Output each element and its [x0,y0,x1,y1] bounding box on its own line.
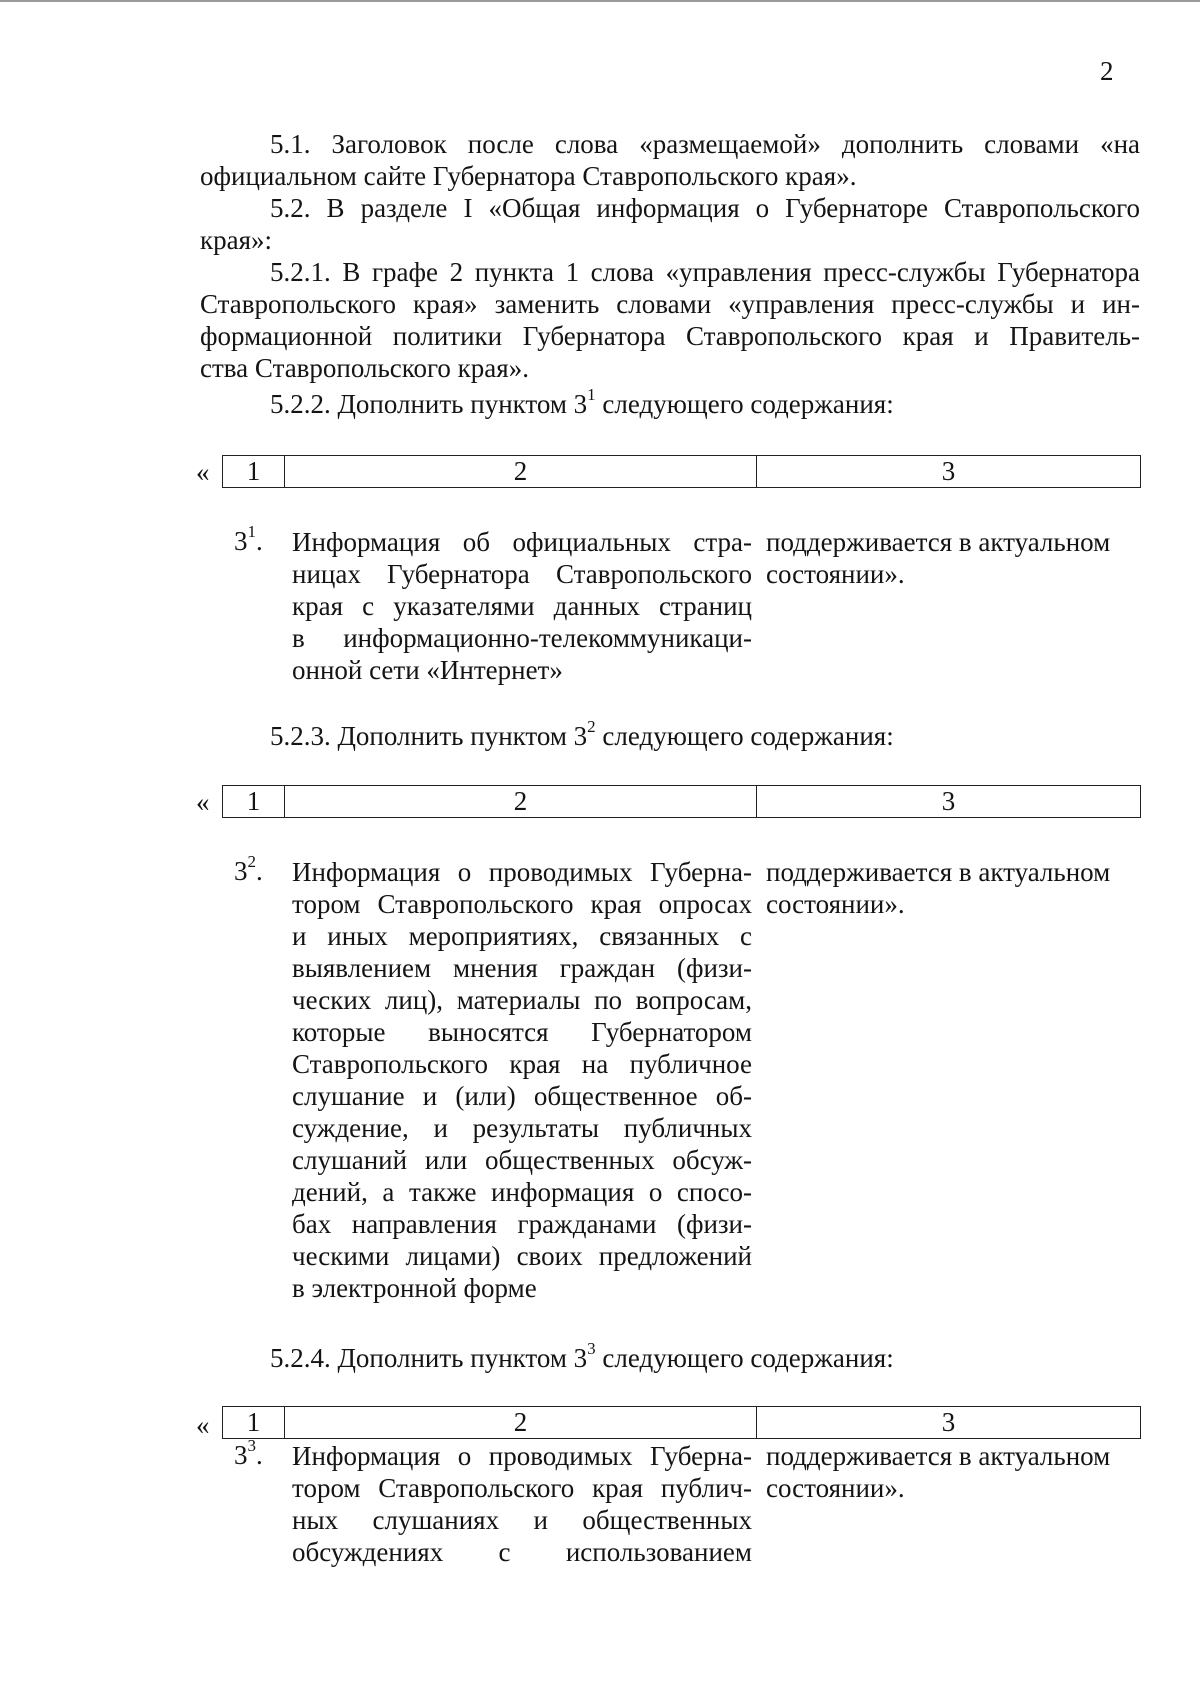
item-3-3-desc-line: тором Ставропольского края публич- [292,1473,752,1503]
page-top-border [0,0,1200,2]
item-3-1-num: 3 [234,526,248,556]
para-5-2-3-tail: следующего содержания: [595,721,894,751]
table-1-header [222,455,1141,488]
item-3-2-desc-line: ческих лиц), материалы по вопросам, [292,985,752,1015]
item-3-2-desc-line: суждение, и результаты публичных [292,1113,752,1143]
item-3-2-number [234,852,263,887]
item-3-2-desc-line: слушание и (или) общественное об- [292,1081,752,1111]
para-5-2-4-tail: следующего содержания: [595,1343,894,1373]
table-1-header-col-2: 2 [285,456,757,487]
table-2-header-col-2: 2 [285,786,757,817]
para-5-2-3-sup: 2 [587,717,596,736]
para-5-2-4-sup: 3 [587,1339,596,1358]
para-5-2-1-line-2: Ставропольского края» заменить словами «управления пресс-службы и ин- [200,289,1140,319]
item-3-2-sup: 2 [247,852,256,871]
item-3-3-desc-line: Информация о проводимых Губерна- [292,1441,752,1471]
item-3-3-status-line: поддерживается в актуальном [766,1441,1111,1471]
table-2-header-col-1: 1 [223,786,285,817]
item-3-2-desc-line: ческими лицами) своих предложений [292,1241,752,1271]
table-2-header-col-3: 3 [941,786,956,816]
table-3-header-col-1: 1 [223,1407,285,1438]
item-3-2-desc-line: тором Ставропольского края опросах [292,889,752,919]
item-3-2-status-line: состоянии». [766,889,905,919]
para-5-2-3 [270,717,1140,752]
item-3-2-dot: . [256,856,263,886]
item-3-3-sup: 3 [247,1436,256,1455]
para-5-1-line-2: официальном сайте Губернатора Ставропольского края». [200,161,857,191]
para-5-2-4 [270,1339,1140,1374]
item-3-2-desc-line: которые выносятся Губернатором [292,1017,752,1047]
item-3-2-status [766,856,1146,920]
item-3-1-desc-line: онной сети «Интернет» [292,655,563,685]
item-3-2-desc-line: и иных мероприятиях, связанных с [292,921,752,951]
item-3-3-status [766,1440,1146,1504]
para-5-2-line-2: края»: [200,225,273,255]
item-3-1-status [766,526,1146,590]
item-3-2-description [292,856,752,1304]
table-1-header-col-1: 1 [223,456,285,487]
table-3-open-quote: « [196,1410,210,1440]
item-3-1-status-line: состоянии». [766,559,905,589]
item-3-3-desc-line: обсуждениях с использованием [292,1537,752,1567]
item-3-2-desc-line: выявлением мнения граждан (физи- [292,953,752,983]
para-5-2-2-sup: 1 [587,385,596,404]
item-3-3-description [292,1440,752,1568]
item-3-1-dot: . [256,526,263,556]
item-3-1-sup: 1 [247,522,256,541]
para-5-2-4-text: 5.2.4. Дополнить пунктом 3 [270,1343,588,1373]
item-3-2-num: 3 [234,856,248,886]
item-3-3-status-line: состоянии». [766,1473,905,1503]
page-number: 2 [1100,56,1114,86]
item-3-3-desc-line: ных слушаниях и общественных [292,1505,752,1535]
para-5-1-line-1: 5.1. Заголовок после слова «размещаемой» дополнить словами «на [270,129,1140,159]
table-3-header-col-2: 2 [285,1407,757,1438]
table-1-header-col-3: 3 [941,456,956,486]
item-3-2-desc-line: Ставропольского края на публичное [292,1049,752,1079]
table-2-header [222,785,1141,818]
item-3-2-desc-line: бах направления гражданами (физи- [292,1209,752,1239]
item-3-3-number [234,1436,263,1471]
item-3-1-desc-line: края с указателями данных страниц [292,591,752,621]
item-3-2-desc-line: Информация о проводимых Губерна- [292,857,752,887]
item-3-3-dot: . [256,1440,263,1470]
item-3-1-desc-line: ницах Губернатора Ставропольского [292,559,752,589]
para-5-2-3-text: 5.2.3. Дополнить пунктом 3 [270,721,588,751]
para-5-2-line-1: 5.2. В разделе I «Общая информация о Губернаторе Ставропольского [270,193,1140,223]
table-2-open-quote: « [196,787,210,817]
item-3-2-status-line: поддерживается в актуальном [766,857,1111,887]
item-3-2-desc-line: дений, а также информация о спосо- [292,1177,752,1207]
item-3-1-status-line: поддерживается в актуальном [766,527,1111,557]
item-3-1-desc-line: Информация об официальных стра- [292,527,752,557]
item-3-1-desc-line: в информационно-телекоммуникаци- [292,623,752,653]
item-3-2-desc-line: слушаний или общественных обсуж- [292,1145,752,1175]
table-3-header-col-3: 3 [941,1407,956,1437]
table-1-open-quote: « [196,457,210,487]
item-3-2-desc-line: в электронной форме [292,1273,537,1303]
para-5-2-1-line-4: ства Ставропольского края». [200,353,529,383]
table-3-header [222,1406,1141,1439]
item-3-3-num: 3 [234,1440,248,1470]
para-5-2-2 [270,385,1140,420]
para-5-2-1-line-1: 5.2.1. В графе 2 пункта 1 слова «управления пресс-службы Губернатора [270,257,1140,287]
para-5-2-2-text: 5.2.2. Дополнить пунктом 3 [270,389,588,419]
item-3-1-description [292,526,752,686]
para-5-2-1-line-3: формационной политики Губернатора Ставропольского края и Правитель- [200,321,1140,351]
item-3-1-number [234,522,263,557]
para-5-2-2-tail: следующего содержания: [595,389,894,419]
